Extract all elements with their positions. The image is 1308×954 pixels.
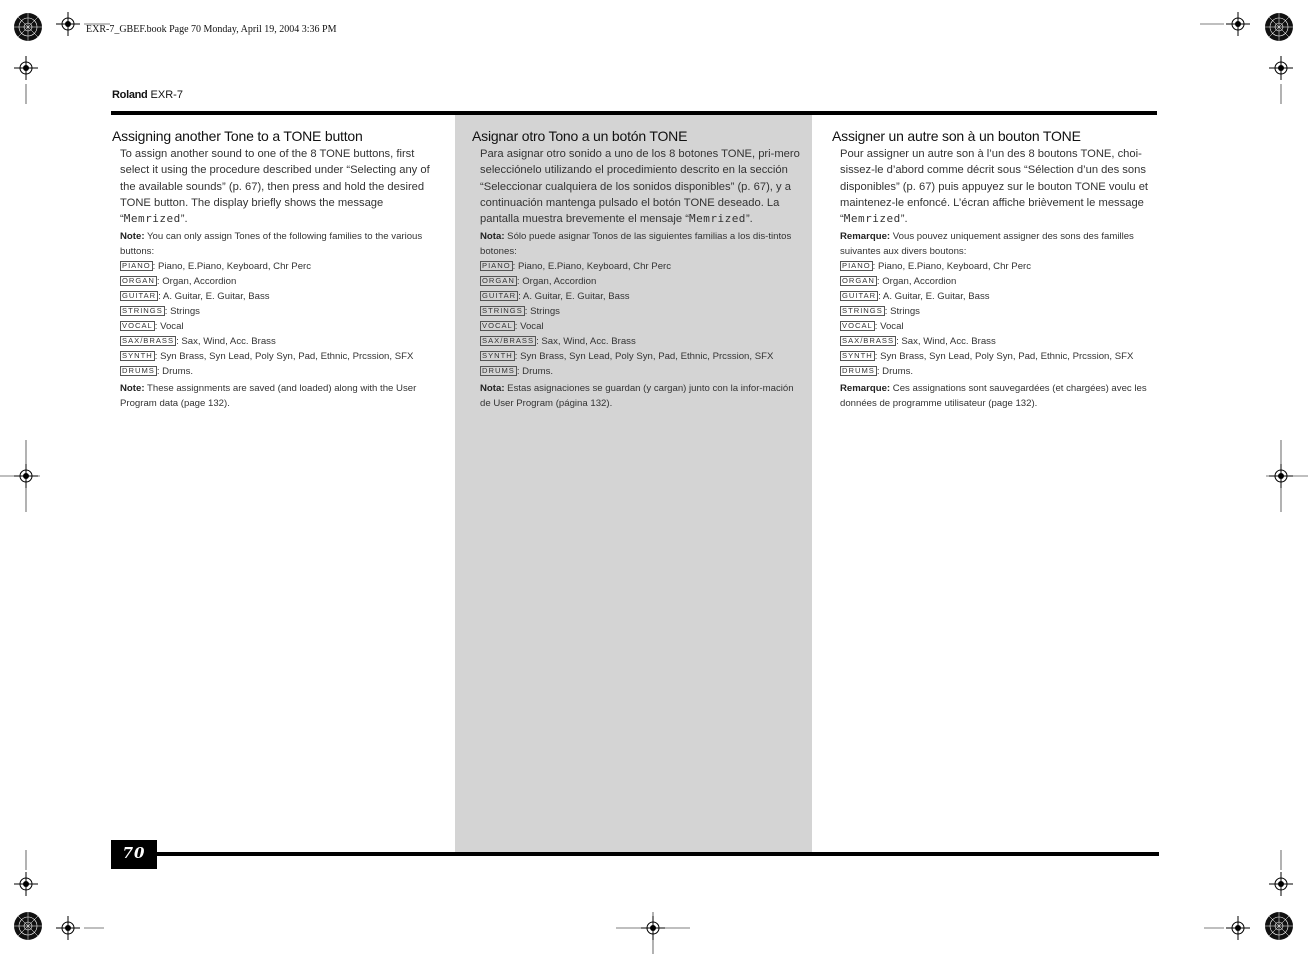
tone-button-key: DRUMS [122,366,155,376]
note-label: Nota: [480,231,505,243]
family-row: GUITAR : A. Guitar, E. Guitar, Bass [122,291,270,303]
family-row: VOCAL : Vocal [122,321,184,333]
tone-button-key: ORGAN [122,276,155,286]
family-row: SYNTH : Syn Brass, Syn Lead, Poly Syn, Pad, Ethnic, Prcssion, SFX [482,351,774,363]
tone-button-key: ORGAN [482,276,515,286]
family-row: SAX/BRASS : Sax, Wind, Acc. Brass [842,336,996,348]
section-body: Pour assigner un autre son à l’un des 8 boutons TONE, choi-sissez-le d’abord comme décrit sous “Sélection d’un des sons disponibles” (p. 67) puis appuyez sur le bouton TONE voulu et maintenez-le enfoncé. L’écran affiche brièvement le message “Memrized”. [840,148,1149,226]
tone-button-key: PIANO [842,261,871,271]
tone-button-key: PIANO [482,261,511,271]
family-row: GUITAR : A. Guitar, E. Guitar, Bass [842,291,990,303]
section-body: To assign another sound to one of the 8 TONE buttons, first select it using the procedure described under “Selecting any of the available sounds” (p. 67), then press and hold the desired TONE button. The display briefly shows the message “Memrized”. [120,148,430,226]
tone-button-key: GUITAR [122,291,157,301]
family-row: ORGAN : Organ, Accordion [122,276,237,288]
tone-button-key: SAX/BRASS [842,336,895,346]
family-row: STRINGS : Strings [122,306,200,318]
tone-button-key: VOCAL [482,321,513,331]
tone-button-key: STRINGS [842,306,883,316]
page-number: 70 [111,840,157,869]
section-body: Para asignar otro sonido a uno de los 8 botones TONE, pri-mero selecciónelo utilizando el procedimiento descrito en la sección “Seleccionar cualquiera de los sonidos disponibles” (p. 67), y a continuación mantenga pulsado el botón TONE deseado. La pantalla muestra brevemente el mensaje “Memrized”. [480,148,800,226]
tone-button-key: SYNTH [482,351,513,361]
tone-button-key: VOCAL [842,321,873,331]
family-row: VOCAL : Vocal [482,321,544,333]
family-row: STRINGS : Strings [842,306,920,318]
tone-button-key: STRINGS [482,306,523,316]
brand-name: Roland [112,89,148,101]
note-save: Nota: Estas asignaciones se guardan (y cargan) junto con la infor-mación de User Program (página 132). [480,383,794,410]
tone-button-key: GUITAR [842,291,877,301]
note-label: Remarque: [840,231,891,243]
tone-button-key: SAX/BRASS [482,336,535,346]
family-row: ORGAN : Organ, Accordion [482,276,597,288]
tone-button-key: DRUMS [482,366,515,376]
english-column [112,127,446,411]
note-families: Nota: Sólo puede asignar Tonos de las siguientes familias a los dis-tintos botones: PIANO : Piano, E.Piano, Keyboard, Chr Perc ORGAN : Organ, Accordion GUITAR : A. Guitar, E. Guitar, Bass STRINGS : Strings VOCAL : Vocal SAX/BRASS : Sax, Wind, Acc. Brass SYNTH : Syn Brass, Syn Lead, Poly Syn, Pad, Ethnic, Prcssion, SFX DRUMS : Drums. [480,229,806,379]
note-label: Remarque: [840,383,891,395]
family-row: VOCAL : Vocal [842,321,904,333]
family-row: SAX/BRASS : Sax, Wind, Acc. Brass [482,336,636,348]
tone-button-key: PIANO [122,261,151,271]
lcd-message: Memrized [843,212,901,226]
family-row: SAX/BRASS : Sax, Wind, Acc. Brass [122,336,276,348]
section-title: Asignar otro Tono a un botón TONE [472,128,688,144]
bottom-rule [157,852,1159,856]
lcd-message: Memrized [688,212,746,226]
section-title: Assigning another Tone to a TONE button [112,128,363,144]
tone-button-key: VOCAL [122,321,153,331]
family-row: SYNTH : Syn Brass, Syn Lead, Poly Syn, Pad, Ethnic, Prcssion, SFX [122,351,414,363]
family-row: PIANO : Piano, E.Piano, Keyboard, Chr Perc [842,261,1032,273]
brand-header [112,89,183,101]
note-save: Note: These assignments are saved (and loaded) along with the User Program data (page 132). [120,383,417,410]
family-row: GUITAR : A. Guitar, E. Guitar, Bass [482,291,630,303]
note-label: Note: [120,383,145,395]
family-row: SYNTH : Syn Brass, Syn Lead, Poly Syn, Pad, Ethnic, Prcssion, SFX [842,351,1134,363]
note-label: Nota: [480,383,505,395]
model-name: EXR-7 [147,89,183,101]
note-families: Remarque: Vous pouvez uniquement assigner des sons des familles suivantes aux divers boutons: PIANO : Piano, E.Piano, Keyboard, Chr Perc ORGAN : Organ, Accordion GUITAR : A. Guitar, E. Guitar, Bass STRINGS : Strings VOCAL : Vocal SAX/BRASS : Sax, Wind, Acc. Brass SYNTH : Syn Brass, Syn Lead, Poly Syn, Pad, Ethnic, Prcssion, SFX DRUMS : Drums. [840,229,1166,379]
print-slug: EXR-7_GBEF.book Page 70 Monday, April 19, 2004 3:36 PM [86,24,337,35]
tone-button-key: ORGAN [842,276,875,286]
tone-button-key: SAX/BRASS [122,336,175,346]
tone-button-key: DRUMS [842,366,875,376]
lcd-message: Memrized [123,212,181,226]
note-label: Note: [120,231,145,243]
family-row: PIANO : Piano, E.Piano, Keyboard, Chr Perc [122,261,312,273]
section-title: Assigner un autre son à un bouton TONE [832,128,1081,144]
note-save: Remarque: Ces assignations sont sauvegardées (et chargées) avec les données de programme utilisateur (page 132). [840,383,1147,410]
family-row: PIANO : Piano, E.Piano, Keyboard, Chr Perc [482,261,672,273]
family-row: ORGAN : Organ, Accordion [842,276,957,288]
french-column [832,127,1166,411]
tone-button-key: SYNTH [122,351,153,361]
tone-button-key: SYNTH [842,351,873,361]
family-row: DRUMS : Drums. [842,366,914,378]
tone-button-key: GUITAR [482,291,517,301]
note-families: Note: You can only assign Tones of the following families to the various buttons: PIANO : Piano, E.Piano, Keyboard, Chr Perc ORGAN : Organ, Accordion GUITAR : A. Guitar, E. Guitar, Bass STRINGS : Strings VOCAL : Vocal SAX/BRASS : Sax, Wind, Acc. Brass SYNTH : Syn Brass, Syn Lead, Poly Syn, Pad, Ethnic, Prcssion, SFX DRUMS : Drums. [120,229,446,379]
family-row: DRUMS : Drums. [482,366,554,378]
tone-button-key: STRINGS [122,306,163,316]
family-row: DRUMS : Drums. [122,366,194,378]
spanish-column [472,127,806,411]
family-row: STRINGS : Strings [482,306,560,318]
